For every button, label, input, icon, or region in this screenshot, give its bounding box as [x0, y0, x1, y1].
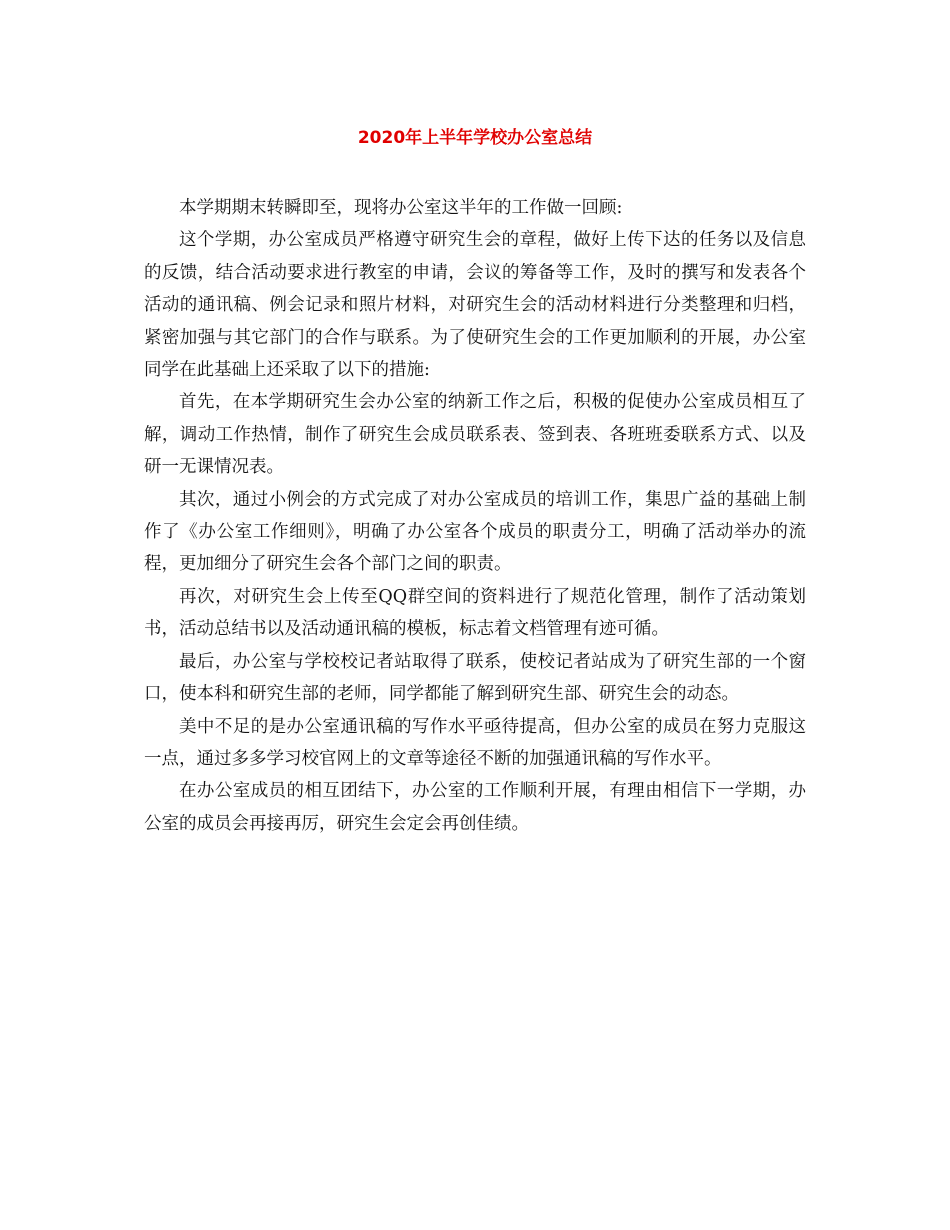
paragraph: 首先，在本学期研究生会办公室的纳新工作之后，积极的促使办公室成员相互了解，调动工作热情，制作了研究生会成员联系表、签到表、各班班委联系方式、以及研一无课情况表。 — [144, 392, 806, 478]
paragraph: 其次，通过小例会的方式完成了对办公室成员的培训工作，集思广益的基础上制作了《办公室工作细则》，明确了办公室各个成员的职责分工，明确了活动举办的流程，更加细分了研究生会各个部门之间的职责。 — [144, 489, 806, 575]
paragraph: 在办公室成员的相互团结下，办公室的工作顺利开展，有理由相信下一学期，办公室的成员会再接再厉，研究生会定会再创佳绩。 — [144, 781, 806, 834]
document-body — [144, 192, 806, 840]
paragraph: 本学期期末转瞬即至，现将办公室这半年的工作做一回顾: — [179, 198, 623, 218]
paragraph: 再次，对研究生会上传至QQ群空间的资料进行了规范化管理，制作了活动策划书，活动总结书以及活动通讯稿的模板，标志着文档管理有迹可循。 — [144, 586, 806, 640]
paragraph: 美中不足的是办公室通讯稿的写作水平亟待提高，但办公室的成员在努力克服这一点，通过多多学习校官网上的文章等途径不断的加强通讯稿的写作水平。 — [144, 716, 806, 769]
paragraph: 最后，办公室与学校校记者站取得了联系，使校记者站成为了研究生部的一个窗口，使本科和研究生部的老师，同学都能了解到研究生部、研究生会的动态。 — [144, 651, 806, 705]
paragraph: 这个学期，办公室成员严格遵守研究生会的章程，做好上传下达的任务以及信息的反馈，结合活动要求进行教室的申请，会议的筹备等工作，及时的撰写和发表各个活动的通讯稿、例会记录和照片材料，对研究生会的活动材料进行分类整理和归档，紧密加强与其它部门的合作与联系。为了使研究生会的工作更加顺利的开展，办公室同学在此基础上还采取了以下的措施: — [144, 230, 806, 381]
document-title: 2020年上半年学校办公室总结 — [357, 128, 593, 148]
